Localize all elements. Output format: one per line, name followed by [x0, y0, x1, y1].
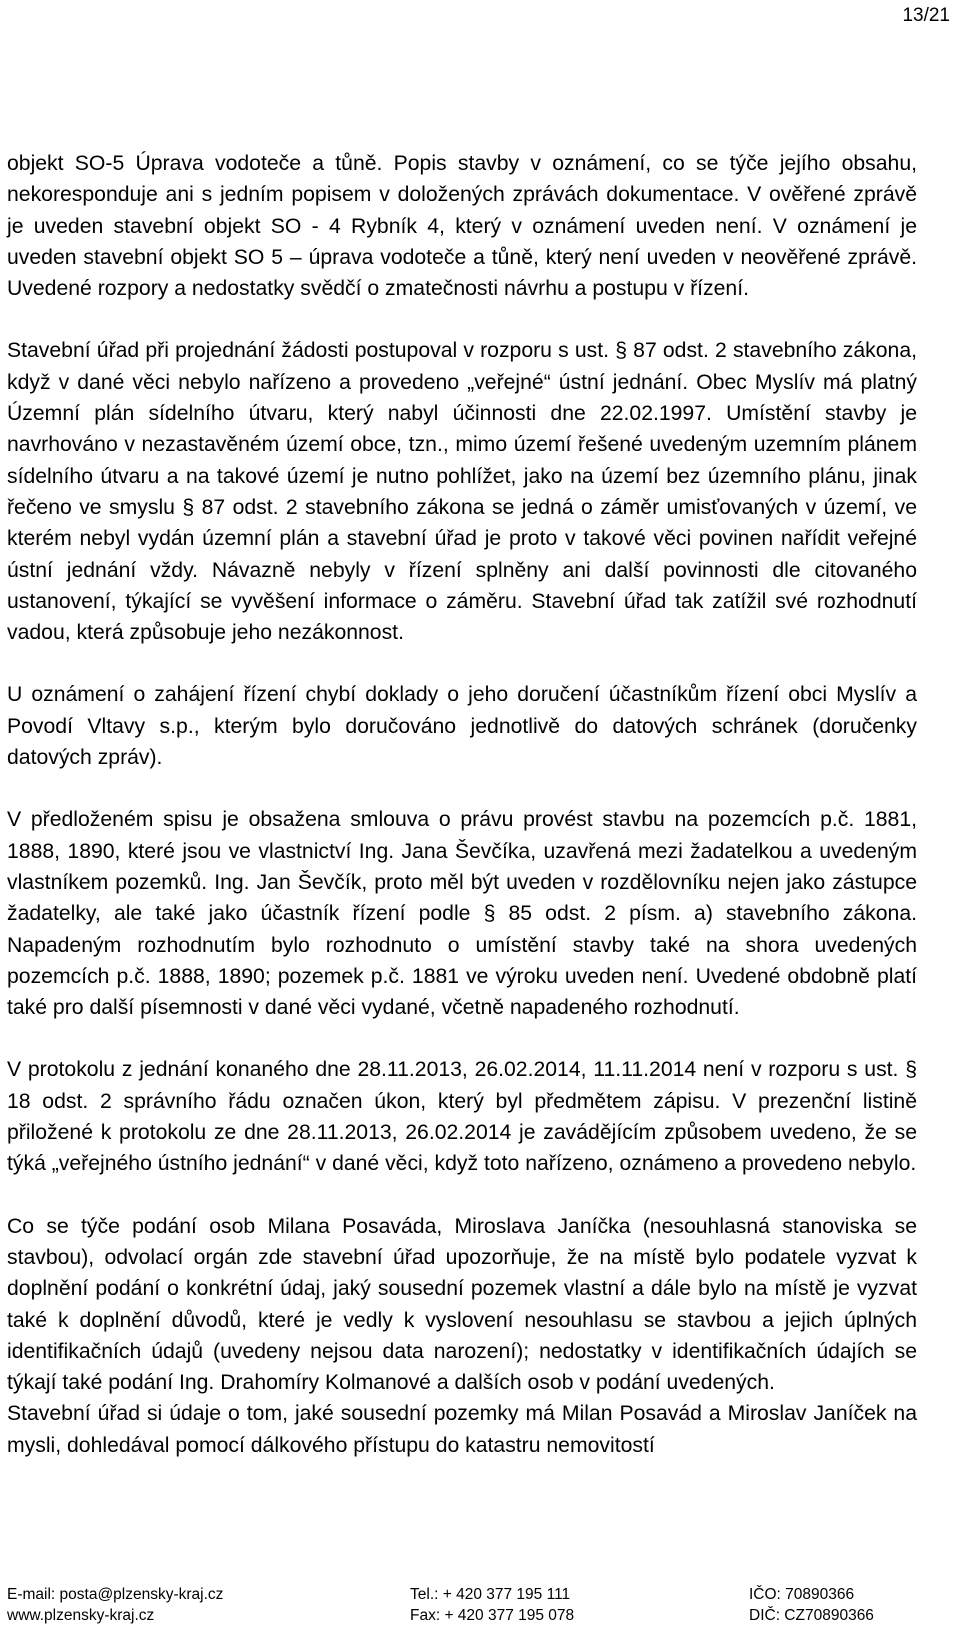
paragraph: V předloženém spisu je obsažena smlouva o právu provést stavbu na pozemcích p.č. 1881, 1888, 1890, které jsou ve vlastnictví Ing. Jana Ševčíka, uzavřená mezi žadatelkou a uvedeným vlastníkem pozemků. Ing. Jan Ševčík, proto měl být uveden v rozdělovníku nejen jako zástupce žadatelky, ale také jako účastník řízení podle § 85 odst. 2 písm. a) stavebního zákona. Napadeným rozhodnutím bylo rozhodnuto o umístění stavby také na shora uvedených pozemcích p.č. 1888, 1890; pozemek p.č. 1881 ve výroku uveden není. Uvedené obdobně platí také pro další písemnosti v dané věci vydané, včetně napadeného rozhodnutí.	[7, 808, 917, 1020]
footer-dic: DIČ: CZ70890366	[749, 1607, 874, 1624]
footer-fax: Fax: + 420 377 195 078	[410, 1607, 575, 1624]
document-body	[7, 148, 917, 1461]
footer-email: E-mail: posta@plzensky-kraj.cz	[7, 1586, 224, 1603]
paragraph: V protokolu z jednání konaného dne 28.11.2013, 26.02.2014, 11.11.2014 není v rozporu s ust. § 18 odst. 2 správního řádu označen úkon, který byl předmětem zápisu. V prezenční listině přiložené k protokolu ze dne 28.11.2013, 26.02.2014 je zavádějícím způsobem uvedeno, že se týká „veřejného ústního jednání“ v dané věci, když toto nařízeno, oznámeno a provedeno nebylo.	[7, 1058, 917, 1176]
footer-website: www.plzensky-kraj.cz	[7, 1607, 155, 1624]
paragraph: Co se týče podání osob Milana Posaváda, Miroslava Janíčka (nesouhlasná stanoviska se stavbou), odvolací orgán zde stavební úřad upozorňuje, že na místě bylo podatele vyzvat k doplnění podání o konkrétní údaj, jaký sousední pozemek vlastní a dále bylo na místě je vyzvat také k doplnění důvodů, které je vedly k vyslovení nesouhlasu se stavbou a jejich úplných identifikačních údajů (uvedeny nejsou data narození); nedostatky v identifikačních údajích se týkají také podání Ing. Drahomíry Kolmanové a dalších osob v podání uvedených.	[7, 1214, 917, 1395]
paragraph: Stavební úřad při projednání žádosti postupoval v rozporu s ust. § 87 odst. 2 stavebního zákona, když v dané věci nebylo nařízeno a provedeno „veřejné“ ústní jednání. Obec Myslív má platný Územní plán sídelního útvaru, který nabyl účinnosti dne 22.02.1997. Umístění stavby je navrhováno v nezastavěném území obce, tzn., mimo území řešené uvedeným uzemním plánem sídelního útvaru a na takové území je nutno pohlížet, jako na území bez územního plánu, jinak řečeno ve smyslu § 87 odst. 2 stavebního zákona se jedná o záměr umisťovaných v území, ve kterém nebyl vydán územní plán a stavební úřad je proto v takové věci povinen nařídit veřejné ústní jednání vždy. Návazně nebyly v řízení splněny ani další povinnosti dle citovaného ustanovení, týkající se vyvěšení informace o záměru. Stavební úřad tak zatížil své rozhodnutí vadou, která způsobuje jeho nezákonnost.	[7, 339, 917, 645]
paragraph: objekt SO-5 Úprava vodoteče a tůně. Popis stavby v oznámení, co se týče jejího obsahu, nekoresponduje ani s jedním popisem v doložených zprávách dokumentace. V ověřené zprávě je uveden stavební objekt SO - 4 Rybník 4, který v oznámení uveden není. V oznámení je uveden stavební objekt SO 5 – úprava vodoteče a tůně, který není uveden v neověřené zprávě. Uvedené rozpory a nedostatky svědčí o zmatečnosti návrhu a postupu v řízení.	[7, 152, 917, 301]
paragraph: U oznámení o zahájení řízení chybí doklady o jeho doručení účastníkům řízení obci Myslív a Povodí Vltavy s.p., kterým bylo doručováno jednotlivě do datových schránek (doručenky datových zpráv).	[7, 683, 917, 770]
page-number: 13/21	[902, 5, 950, 26]
footer-ico: IČO: 70890366	[749, 1586, 855, 1603]
page-footer	[0, 1584, 960, 1626]
footer-phone: Tel.: + 420 377 195 111	[410, 1586, 571, 1603]
paragraph: Stavební úřad si údaje o tom, jaké sousední pozemky má Milan Posavád a Miroslav Janíček na mysli, dohledával pomocí dálkového přístupu do katastru nemovitostí	[7, 1402, 917, 1457]
